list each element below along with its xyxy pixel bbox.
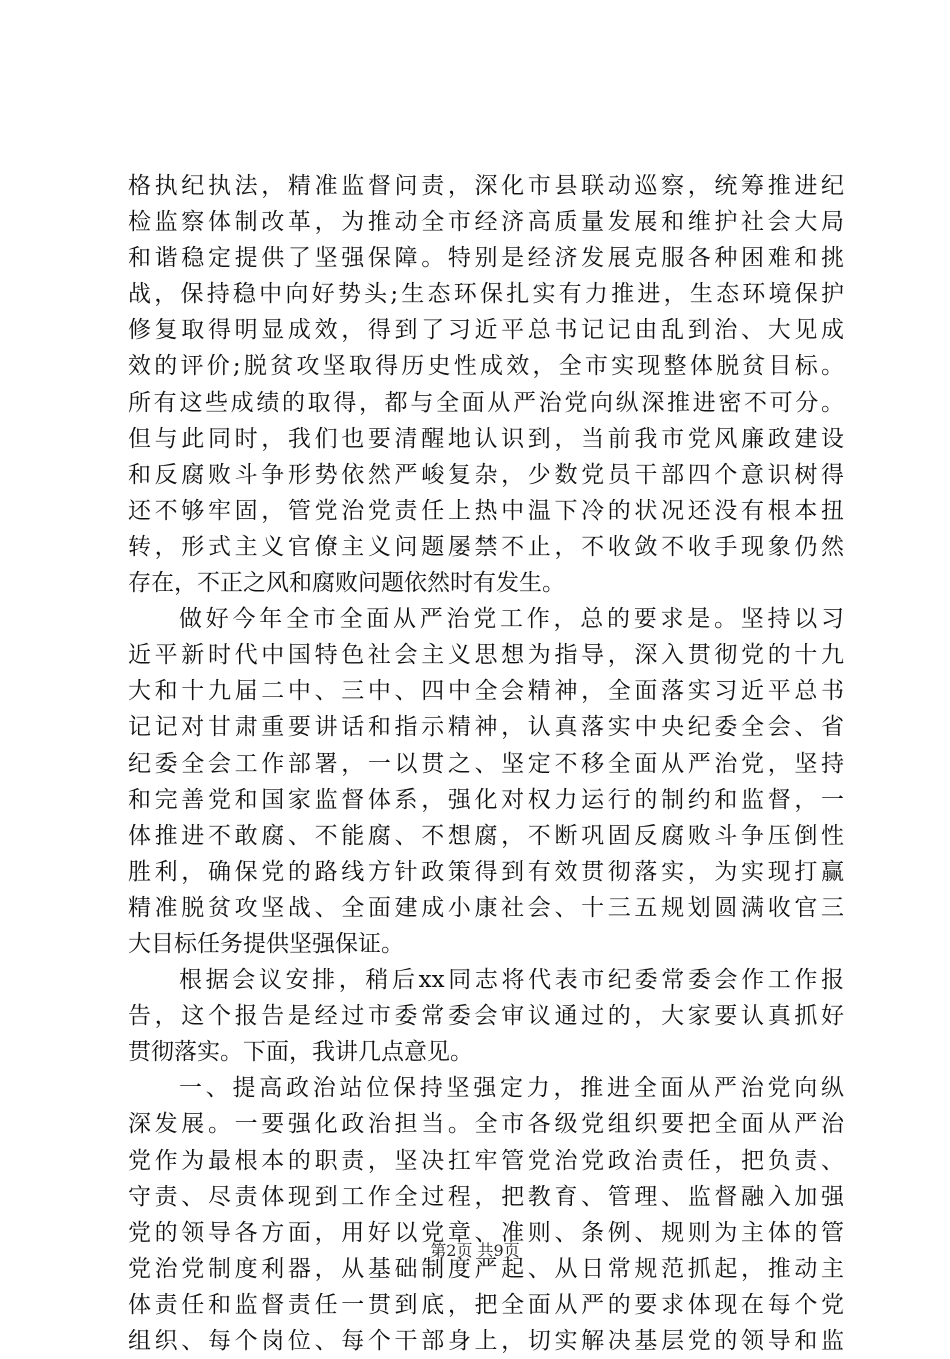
text-line: 大和十九届二中、三中、四中全会精神，全面落实习近平总书 <box>128 678 844 705</box>
text-line: 和完善党和国家监督体系，强化对权力运行的制约和监督，一 <box>128 786 844 813</box>
paragraph-last-line: 存在，不正之风和腐败问题依然时有发生。 <box>128 570 565 597</box>
text-line: 告，这个报告是经过市委常委会审议通过的，大家要认真抓好 <box>128 1003 844 1030</box>
text-line: 但与此同时，我们也要清醒地认识到，当前我市党风廉政建设 <box>128 425 844 452</box>
text-line: 体责任和监督责任一贯到底，把全面从严的要求体现在每个党 <box>128 1291 844 1318</box>
text-line: 记记对甘肃重要讲话和指示精神，认真落实中央纪委全会、省 <box>128 714 844 741</box>
text-line: 胜利，确保党的路线方针政策得到有效贯彻落实，为实现打赢 <box>128 858 844 885</box>
text-line: 党的领导各方面，用好以党章、准则、条例、规则为主体的管 <box>128 1219 844 1246</box>
text-line: 检监察体制改革，为推动全市经济高质量发展和维护社会大局 <box>128 209 844 236</box>
page-number-footer: 第2页 共9页 <box>430 1241 520 1260</box>
text-line: 和谐稳定提供了坚强保障。特别是经济发展克服各种困难和挑 <box>128 245 844 272</box>
paragraph-first-line: 一、提高政治站位保持坚强定力，推进全面从严治党向纵 <box>179 1075 844 1102</box>
text-line: 格执纪执法，精准监督问责，深化市县联动巡察，统筹推进纪 <box>128 173 844 199</box>
text-line: 守责、尽责体现到工作全过程，把教育、管理、监督融入加强 <box>128 1183 844 1210</box>
text-line: 转，形式主义官僚主义问题屡禁不止，不收敛不收手现象仍然 <box>128 533 844 560</box>
paragraph-first-line: 根据会议安排，稍后xx同志将代表市纪委常委会作工作报 <box>179 967 844 994</box>
text-line: 体推进不敢腐、不能腐、不想腐，不断巩固反腐败斗争压倒性 <box>128 822 844 849</box>
text-line: 修复取得明显成效，得到了习近平总书记记由乱到治、大见成 <box>128 317 844 344</box>
text-line: 党作为最根本的职责，坚决扛牢管党治党政治责任，把负责、 <box>128 1147 844 1174</box>
text-line: 还不够牢固，管党治党责任上热中温下冷的状况还没有根本扭 <box>128 497 844 524</box>
text-line: 党治党制度利器，从基础制度严起、从日常规范抓起，推动主 <box>128 1255 844 1282</box>
text-line: 所有这些成绩的取得，都与全面从严治党向纵深推进密不可分。 <box>128 389 844 416</box>
text-line: 近平新时代中国特色社会主义思想为指导，深入贯彻党的十九 <box>128 642 844 669</box>
paragraph-first-line: 做好今年全市全面从严治党工作，总的要求是。坚持以习 <box>179 606 844 633</box>
text-line: 战，保持稳中向好势头;生态环保扎实有力推进，生态环境保护 <box>128 281 844 308</box>
text-line: 精准脱贫攻坚战、全面建成小康社会、十三五规划圆满收官三 <box>128 894 844 921</box>
text-line: 组织、每个岗位、每个干部身上，切实解决基层党的领导和监 <box>128 1328 844 1354</box>
text-line: 效的评价;脱贫攻坚取得历史性成效，全市实现整体脱贫目标。 <box>128 353 844 380</box>
paragraph-last-line: 大目标任务提供坚强保证。 <box>128 930 404 957</box>
text-line: 深发展。一要强化政治担当。全市各级党组织要把全面从严治 <box>128 1111 844 1138</box>
text-line: 和反腐败斗争形势依然严峻复杂，少数党员干部四个意识树得 <box>128 461 844 488</box>
text-line: 纪委全会工作部署，一以贯之、坚定不移全面从严治党，坚持 <box>128 750 844 777</box>
document-body <box>128 168 844 1359</box>
paragraph-last-line: 贯彻落实。下面，我讲几点意见。 <box>128 1039 473 1066</box>
